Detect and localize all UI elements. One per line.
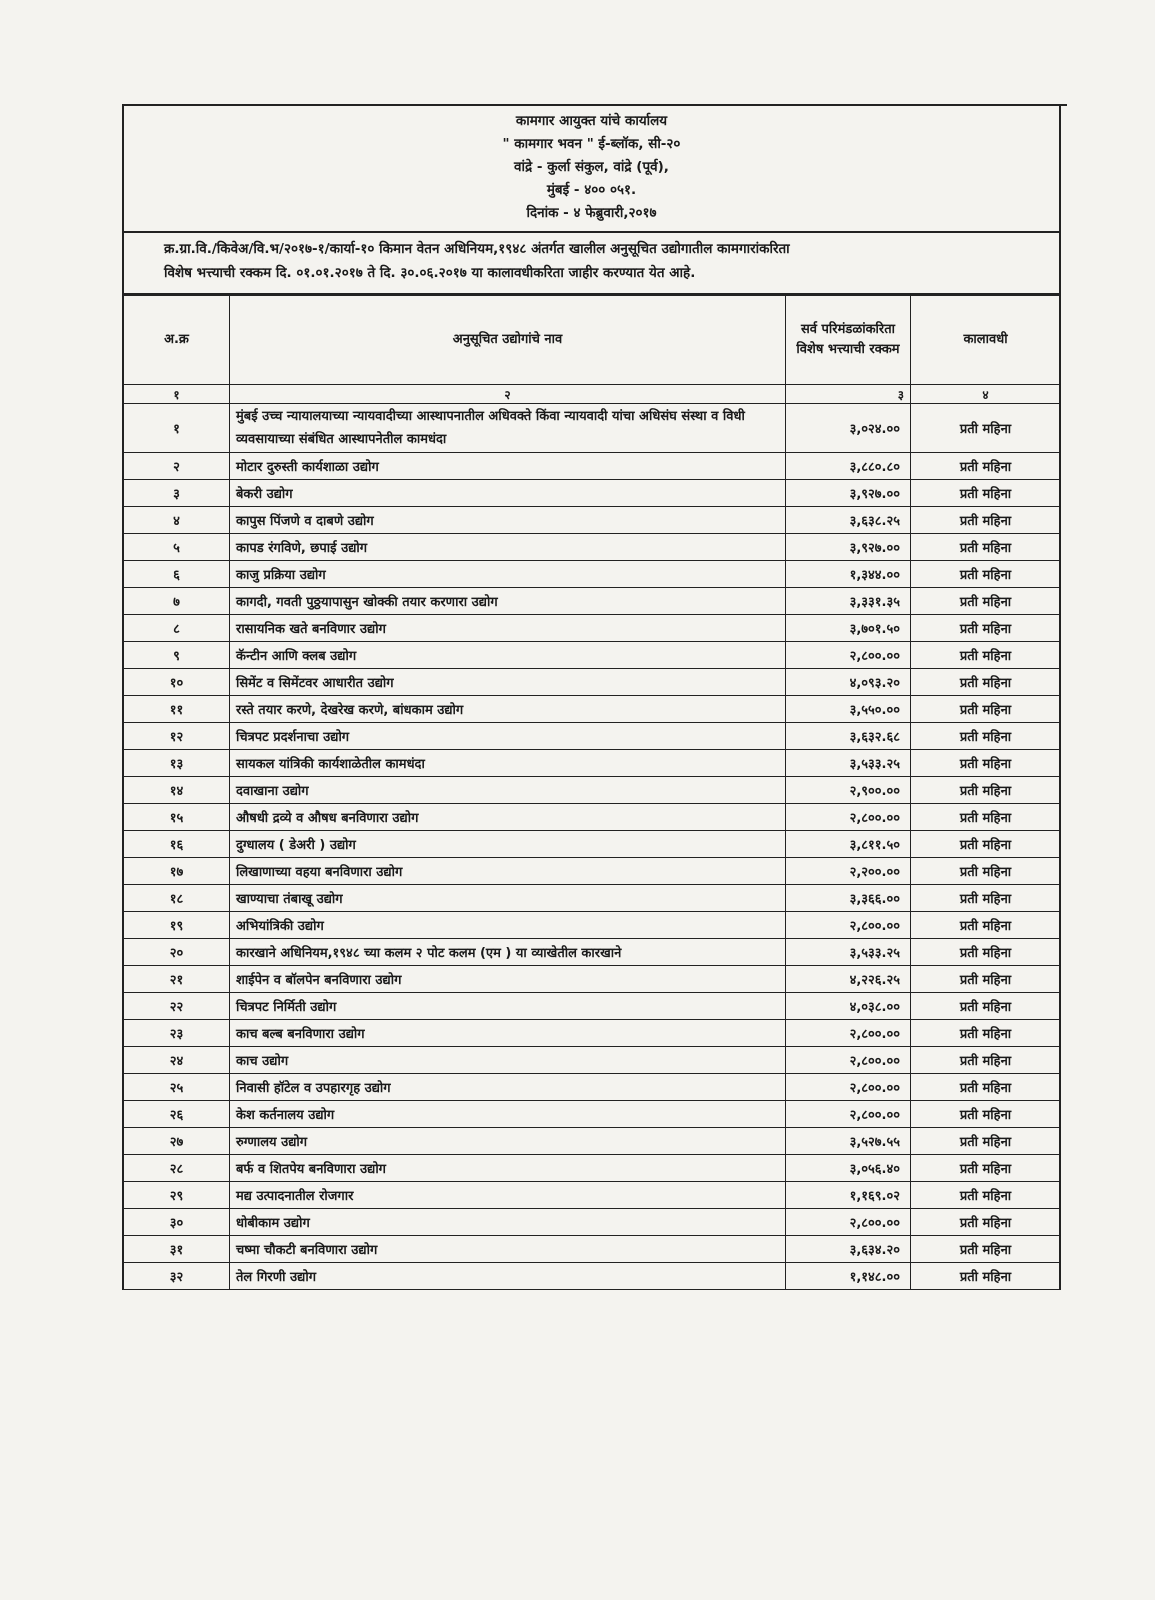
period-cell: प्रती महिना [911,1128,1061,1155]
serial-cell: १३ [124,750,230,777]
industry-name-cell: रासायनिक खते बनविणार उद्योग [230,615,786,642]
amount-cell: २,८००.०० [786,1074,911,1101]
serial-cell: २९ [124,1182,230,1209]
serial-cell: २४ [124,1047,230,1074]
industry-name-cell: चित्रपट निर्मिती उद्योग [230,993,786,1020]
column-index-row [124,385,1061,404]
office-building: " कामगार भवन " ई-ब्लॉक, सी-२० [502,136,681,152]
amount-cell: ४,२२६.२५ [786,966,911,993]
industry-name-cell: खाण्याचा तंबाखू उद्योग [230,885,786,912]
amount-cell: ३,८८०.८० [786,453,911,480]
table-row [124,669,1061,696]
period-cell: प्रती महिना [911,1020,1061,1047]
index-cell: ४ [911,385,1061,404]
period-cell: प्रती महिना [911,831,1061,858]
col-header-industry: अनुसूचित उद्योगांचे नाव [230,296,786,385]
table-row [124,831,1061,858]
table-row [124,588,1061,615]
serial-cell: ४ [124,507,230,534]
amount-cell: ४,०३८.०० [786,993,911,1020]
period-cell: प्रती महिना [911,642,1061,669]
table-row [124,642,1061,669]
serial-cell: १७ [124,858,230,885]
industry-name-cell: काजु प्रक्रिया उद्योग [230,561,786,588]
industry-name-cell: दुग्धालय ( डेअरी ) उद्योग [230,831,786,858]
amount-cell: ३,९२७.०० [786,480,911,507]
industry-name-cell: मुंबई उच्च न्यायालयाच्या न्यायवादीच्या आस्थापनातील अधिवक्ते किंवा न्यायवादी यांचा अधिसंघ संस्था व विधी व्यवसायाच्या संबंधित आस्थापनेतील कामधंदा [230,404,786,453]
period-cell: प्रती महिना [911,939,1061,966]
table-row [124,1128,1061,1155]
industry-name-cell: मद्य उत्पादनातील रोजगार [230,1182,786,1209]
amount-cell: ३,५५०.०० [786,696,911,723]
table-row [124,1209,1061,1236]
table-row [124,885,1061,912]
serial-cell: २ [124,453,230,480]
col-header-period: कालावधी [911,296,1061,385]
amount-cell: ३,३३१.३५ [786,588,911,615]
industry-name-cell: लिखाणाच्या वहया बनविणारा उद्योग [230,858,786,885]
subject-line-2: विशेष भत्त्याची रक्कम दि. ०१.०१.२०१७ ते दि. ३०.०६.२०१७ या कालावधीकरिता जाहीर करण्यात येत आहे. [164,265,696,281]
period-cell: प्रती महिना [911,480,1061,507]
office-area: वांद्रे - कुर्ला संकुल, वांद्रे (पूर्व), [514,159,669,175]
period-cell: प्रती महिना [911,561,1061,588]
period-cell: प्रती महिना [911,1074,1061,1101]
period-cell: प्रती महिना [911,993,1061,1020]
special-allowance-table [123,295,1061,1290]
period-cell: प्रती महिना [911,507,1061,534]
table-row [124,561,1061,588]
table-row [124,723,1061,750]
industry-name-cell: रुग्णालय उद्योग [230,1128,786,1155]
serial-cell: ११ [124,696,230,723]
industry-name-cell: रस्ते तयार करणे, देखरेख करणे, बांधकाम उद्योग [230,696,786,723]
table-row [124,1155,1061,1182]
table-row [124,912,1061,939]
serial-cell: ३ [124,480,230,507]
amount-cell: ४,०९३.२० [786,669,911,696]
amount-cell: ३,७०१.५० [786,615,911,642]
table-row [124,1263,1061,1290]
industry-name-cell: सिमेंट व सिमेंटवर आधारीत उद्योग [230,669,786,696]
period-cell: प्रती महिना [911,1047,1061,1074]
col-header-amount: सर्व परिमंडळांकरिता विशेष भत्त्याची रक्कम [786,296,911,385]
amount-cell: ३,८११.५० [786,831,911,858]
table-row [124,480,1061,507]
industry-name-cell: औषधी द्रव्ये व औषध बनविणारा उद्योग [230,804,786,831]
period-cell: प्रती महिना [911,966,1061,993]
serial-cell: १४ [124,777,230,804]
amount-cell: २,८००.०० [786,1101,911,1128]
period-cell: प्रती महिना [911,885,1061,912]
period-cell: प्रती महिना [911,1155,1061,1182]
amount-cell: ३,५३३.२५ [786,750,911,777]
industry-name-cell: दवाखाना उद्योग [230,777,786,804]
amount-cell: १,१६९.०२ [786,1182,911,1209]
serial-cell: २८ [124,1155,230,1182]
amount-cell: १,३४४.०० [786,561,911,588]
industry-name-cell: कापुस पिंजणे व दाबणे उद्योग [230,507,786,534]
industry-name-cell: धोबीकाम उद्योग [230,1209,786,1236]
amount-cell: ३,०२४.०० [786,404,911,453]
index-cell: ३ [786,385,911,404]
amount-cell: ३,३६६.०० [786,885,911,912]
amount-cell: ३,६३४.२० [786,1236,911,1263]
amount-cell: ३,९२७.०० [786,534,911,561]
serial-cell: ७ [124,588,230,615]
serial-cell: १२ [124,723,230,750]
industry-name-cell: कापड रंगविणे, छपाई उद्योग [230,534,786,561]
amount-cell: २,८००.०० [786,912,911,939]
col-header-serial: अ.क्र [124,296,230,385]
serial-cell: १० [124,669,230,696]
serial-cell: १६ [124,831,230,858]
table-row [124,966,1061,993]
amount-cell: २,८००.०० [786,1047,911,1074]
industry-name-cell: निवासी हॉटेल व उपहारगृह उद्योग [230,1074,786,1101]
serial-cell: ३२ [124,1263,230,1290]
industry-name-cell: चित्रपट प्रदर्शनाचा उद्योग [230,723,786,750]
industry-name-cell: अभियांत्रिकी उद्योग [230,912,786,939]
serial-cell: २५ [124,1074,230,1101]
industry-name-cell: चष्मा चौकटी बनविणारा उद्योग [230,1236,786,1263]
amount-cell: ३,५३३.२५ [786,939,911,966]
period-cell: प्रती महिना [911,750,1061,777]
period-cell: प्रती महिना [911,777,1061,804]
table-header-row [124,296,1061,385]
table-row [124,1236,1061,1263]
document-date: दिनांक - ४ फेब्रुवारी,२०१७ [526,205,657,221]
period-cell: प्रती महिना [911,1101,1061,1128]
table-row [124,404,1061,453]
office-address-block [124,106,1059,233]
table-row [124,453,1061,480]
amount-cell: २,८००.०० [786,1209,911,1236]
industry-name-cell: कारखाने अधिनियम,१९४८ च्या कलम २ पोट कलम (एम ) या व्याखेतील कारखाने [230,939,786,966]
document-sheet [122,106,1061,1290]
amount-cell: २,८००.०० [786,1020,911,1047]
table-row [124,750,1061,777]
amount-cell: ३,६३२.६८ [786,723,911,750]
amount-cell: ३,५२७.५५ [786,1128,911,1155]
period-cell: प्रती महिना [911,723,1061,750]
amount-cell: २,२००.०० [786,858,911,885]
table-row [124,1074,1061,1101]
period-cell: प्रती महिना [911,1209,1061,1236]
serial-cell: १९ [124,912,230,939]
table-row [124,1101,1061,1128]
industry-name-cell: मोटार दुरुस्ती कार्यशाळा उद्योग [230,453,786,480]
serial-cell: २२ [124,993,230,1020]
table-row [124,777,1061,804]
serial-cell: ९ [124,642,230,669]
period-cell: प्रती महिना [911,1182,1061,1209]
period-cell: प्रती महिना [911,453,1061,480]
industry-name-cell: बर्फ व शितपेय बनविणारा उद्योग [230,1155,786,1182]
industry-name-cell: बेकरी उद्योग [230,480,786,507]
table-row [124,534,1061,561]
period-cell: प्रती महिना [911,912,1061,939]
industry-name-cell: कॅन्टीन आणि क्लब उद्योग [230,642,786,669]
subject-paragraph [124,233,1059,295]
office-name: कामगार आयुक्त यांचे कार्यालय [515,113,668,129]
serial-cell: १५ [124,804,230,831]
period-cell: प्रती महिना [911,404,1061,453]
serial-cell: २३ [124,1020,230,1047]
industry-name-cell: कागदी, गवती पुठ्ठयापासुन खोक्की तयार करणारा उद्योग [230,588,786,615]
amount-cell: ३,६३८.२५ [786,507,911,534]
period-cell: प्रती महिना [911,588,1061,615]
serial-cell: २७ [124,1128,230,1155]
serial-cell: २१ [124,966,230,993]
table-row [124,1047,1061,1074]
index-cell: १ [124,385,230,404]
period-cell: प्रती महिना [911,534,1061,561]
serial-cell: ३१ [124,1236,230,1263]
period-cell: प्रती महिना [911,615,1061,642]
table-row [124,858,1061,885]
table-row [124,1020,1061,1047]
serial-cell: ८ [124,615,230,642]
subject-line-1: क्र.ग्रा.वि./किवेअ/वि.भ/२०१७-१/कार्या-१० किमान वेतन अधिनियम,१९४८ अंतर्गत खालील अनुसूचित उद्योगातील कामगारांकरिता [164,241,790,257]
industry-name-cell: तेल गिरणी उद्योग [230,1263,786,1290]
period-cell: प्रती महिना [911,696,1061,723]
table-row [124,993,1061,1020]
amount-cell: ३,०५६.४० [786,1155,911,1182]
amount-cell: २,८००.०० [786,804,911,831]
industry-name-cell: काच उद्योग [230,1047,786,1074]
period-cell: प्रती महिना [911,669,1061,696]
period-cell: प्रती महिना [911,858,1061,885]
period-cell: प्रती महिना [911,1236,1061,1263]
table-row [124,939,1061,966]
serial-cell: २६ [124,1101,230,1128]
serial-cell: १ [124,404,230,453]
industry-name-cell: केश कर्तनालय उद्योग [230,1101,786,1128]
period-cell: प्रती महिना [911,804,1061,831]
serial-cell: ३० [124,1209,230,1236]
amount-cell: १,१४८.०० [786,1263,911,1290]
serial-cell: २० [124,939,230,966]
amount-cell: २,८००.०० [786,642,911,669]
amount-cell: २,९००.०० [786,777,911,804]
table-row [124,1182,1061,1209]
table-body [124,404,1061,1290]
industry-name-cell: काच बल्ब बनविणारा उद्योग [230,1020,786,1047]
office-city: मुंबई - ४०० ०५१. [546,182,637,198]
serial-cell: ६ [124,561,230,588]
serial-cell: ५ [124,534,230,561]
table-row [124,507,1061,534]
industry-name-cell: शाईपेन व बॉलपेन बनविणारा उद्योग [230,966,786,993]
serial-cell: १८ [124,885,230,912]
table-row [124,615,1061,642]
table-row [124,696,1061,723]
industry-name-cell: सायकल यांत्रिकी कार्यशाळेतील कामधंदा [230,750,786,777]
index-cell: २ [230,385,786,404]
table-row [124,804,1061,831]
period-cell: प्रती महिना [911,1263,1061,1290]
